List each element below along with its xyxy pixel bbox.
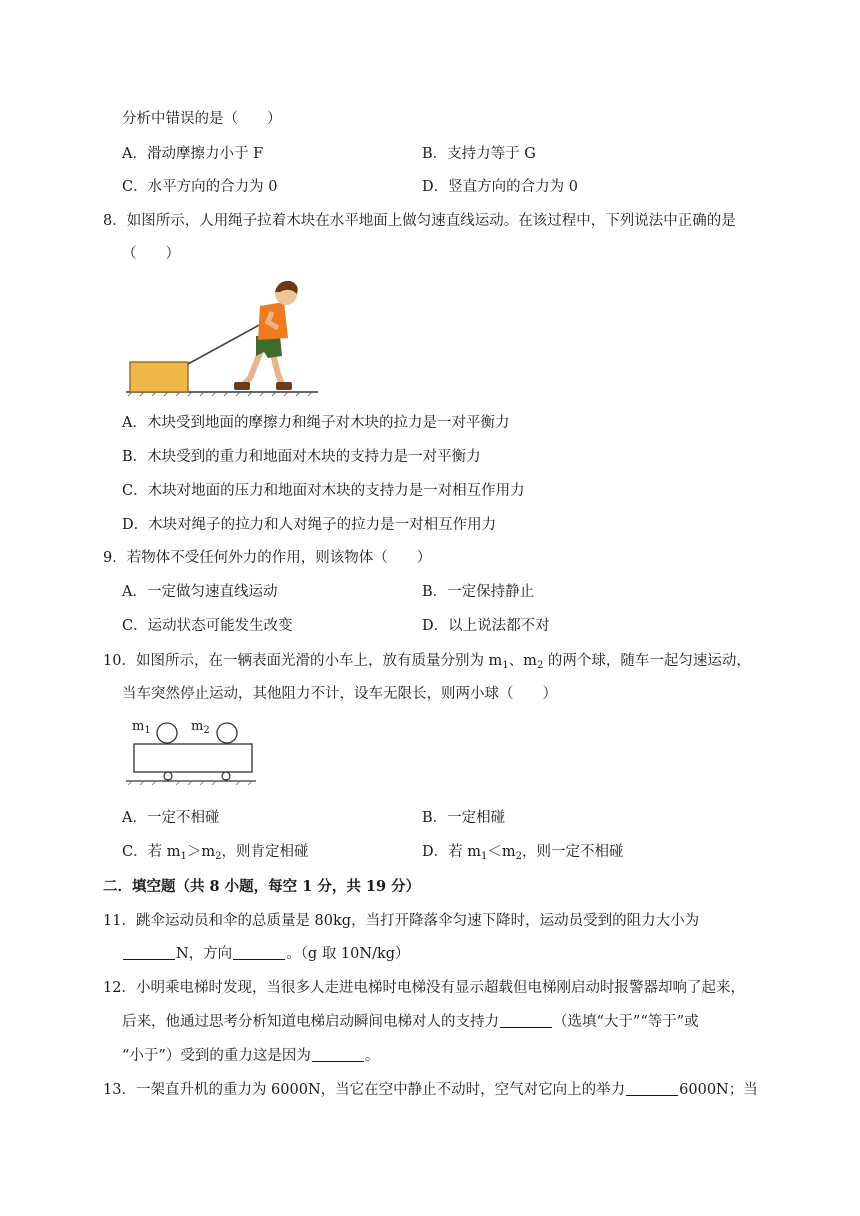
q7-option-a: [122, 144, 263, 164]
subscript: 1: [180, 851, 187, 862]
subscript: 1: [502, 660, 509, 671]
option-text: 木块受到的重力和地面对木块的支持力是一对平衡力: [147, 449, 481, 465]
q11-line1: [103, 911, 699, 931]
option-letter: C．: [122, 844, 148, 860]
label-m1: [132, 719, 151, 736]
question-text: N，方向: [176, 946, 233, 962]
option-letter: D．: [122, 517, 149, 533]
q8-option-c: [122, 481, 525, 501]
option-text: 一定相碰: [447, 810, 506, 826]
option-letter: D．: [422, 179, 449, 195]
option-letter: A．: [122, 810, 147, 826]
option-text: 运动状态可能发生改变: [147, 618, 293, 634]
option-text: 若 m: [147, 844, 181, 860]
option-letter: A．: [122, 415, 147, 431]
option-text: 支持力等于 G: [447, 146, 536, 162]
question-text: 如图所示，在一辆表面光滑的小车上，放有质量分别为 m: [135, 653, 503, 669]
q12-line3: [122, 1046, 379, 1066]
option-letter: A．: [122, 146, 147, 162]
option-letter: B．: [422, 810, 448, 826]
q9-option-b: [422, 582, 534, 602]
option-text: 以上说法都不对: [448, 618, 550, 634]
question-text: 、m: [508, 653, 537, 669]
answer-blank[interactable]: [626, 1081, 678, 1096]
option-text: 若 m: [448, 844, 481, 860]
label-m: m: [191, 719, 204, 734]
q12-line2: [122, 1012, 699, 1032]
q9-option-c: [122, 616, 293, 636]
answer-blank[interactable]: [233, 945, 285, 960]
option-letter: A．: [122, 584, 147, 600]
option-letter: C．: [122, 483, 148, 499]
question-text: 6000N；当: [679, 1082, 758, 1098]
option-text: ＜m: [487, 844, 516, 860]
q10-option-a: [122, 808, 219, 828]
question-number: 13．: [103, 1082, 136, 1098]
option-text: 水平方向的合力为 0: [147, 179, 278, 195]
option-text: 木块受到地面的摩擦力和绳子对木块的拉力是一对平衡力: [146, 415, 510, 431]
q9-option-d: [422, 616, 550, 636]
subscript: 2: [203, 725, 210, 736]
option-letter: D．: [422, 844, 449, 860]
q8-figure-boy-pulling-block: [122, 278, 322, 398]
question-number: 9．: [103, 550, 127, 566]
q7-option-b: [422, 144, 536, 164]
q8-stem: [103, 211, 736, 231]
q11-line2: [122, 944, 410, 964]
q7-option-c: [122, 177, 277, 197]
question-text: （选填“大于”“等于”或: [553, 1014, 699, 1030]
subscript: 1: [144, 725, 151, 736]
label-m: m: [132, 719, 145, 734]
option-text: 一定做匀速直线运动: [146, 584, 278, 600]
option-text: 滑动摩擦力小于 F: [146, 146, 264, 162]
option-letter: C．: [122, 179, 148, 195]
option-letter: B．: [422, 146, 448, 162]
q10-figure-cart-balls: [124, 714, 258, 792]
option-text: 一定不相碰: [146, 810, 220, 826]
question-text: 跳伞运动员和伞的总质量是 80kg，当打开降落伞匀速下降时，运动员受到的阻力大小为: [135, 913, 700, 929]
question-text: 一架直升机的重力为 6000N，当它在空中静止不动时，空气对它向上的举力: [135, 1082, 626, 1098]
q13-line1: [103, 1080, 758, 1100]
q12-line1: [103, 978, 745, 998]
question-text: 小明乘电梯时发现，当很多人走进电梯时电梯没有显示超载但电梯刚启动时报警器却响了起来，: [135, 980, 745, 996]
question-text: 若物体不受任何外力的作用，则该物体（ ）: [126, 550, 432, 566]
question-text: 。（g 取 10N/kg）: [286, 946, 410, 962]
option-letter: C．: [122, 618, 148, 634]
answer-blank[interactable]: [500, 1013, 552, 1028]
option-text: 木块对绳子的拉力和人对绳子的拉力是一对相互作用力: [148, 517, 497, 533]
option-letter: B．: [122, 449, 148, 465]
question-text: 如图所示，人用绳子拉着木块在水平地面上做匀速直线运动。在该过程中，下列说法中正确的是: [126, 213, 736, 229]
q9-stem: [103, 548, 431, 568]
subscript: 2: [536, 660, 544, 671]
q8-option-a: [122, 413, 509, 433]
option-text: 竖直方向的合力为 0: [448, 179, 578, 195]
option-letter: D．: [422, 618, 449, 634]
option-text: 木块对地面的压力和地面对木块的支持力是一对相互作用力: [147, 483, 525, 499]
question-number: 8．: [103, 213, 127, 229]
answer-blank[interactable]: [312, 1047, 364, 1062]
q10-option-c: [122, 842, 308, 867]
question-text: 的两个球，随车一起匀速运动，: [543, 653, 751, 669]
q9-option-a: [122, 582, 277, 602]
question-number: 10．: [103, 653, 136, 669]
option-text: ＞m: [186, 844, 216, 860]
q7-stem-tail: 分析中错误的是（ ）: [122, 111, 282, 127]
label-m2: [191, 719, 210, 736]
question-text: 后来，他通过思考分析知道电梯启动瞬间电梯对人的支持力: [122, 1014, 499, 1030]
q7-option-d: [422, 177, 578, 197]
q10-option-d: [422, 842, 624, 867]
question-text: “小于”）受到的重力这是因为: [122, 1048, 311, 1064]
question-text: 。: [364, 1048, 380, 1064]
answer-blank[interactable]: [123, 945, 175, 960]
section-heading: 二．填空题（共 8 小题，每空 1 分，共 19 分）: [103, 878, 421, 895]
q10-option-b: [422, 808, 505, 828]
option-text: 一定保持静止: [447, 584, 535, 600]
subscript: 1: [481, 851, 488, 862]
option-letter: B．: [422, 584, 448, 600]
q10-stem-line1: [103, 651, 751, 676]
subscript: 2: [215, 851, 222, 862]
option-text: ，则一定不相碰: [522, 844, 624, 860]
subscript: 2: [515, 851, 522, 862]
q8-paren: （ ）: [122, 246, 180, 262]
option-text: ，则肯定相碰: [221, 844, 309, 860]
q8-option-b: [122, 447, 481, 467]
q10-stem-line2: 当车突然停止运动，其他阻力不计，设车无限长，则两小球（ ）: [122, 686, 557, 702]
q8-option-d: [122, 515, 496, 535]
question-number: 12．: [103, 980, 136, 996]
question-number: 11．: [103, 913, 136, 929]
